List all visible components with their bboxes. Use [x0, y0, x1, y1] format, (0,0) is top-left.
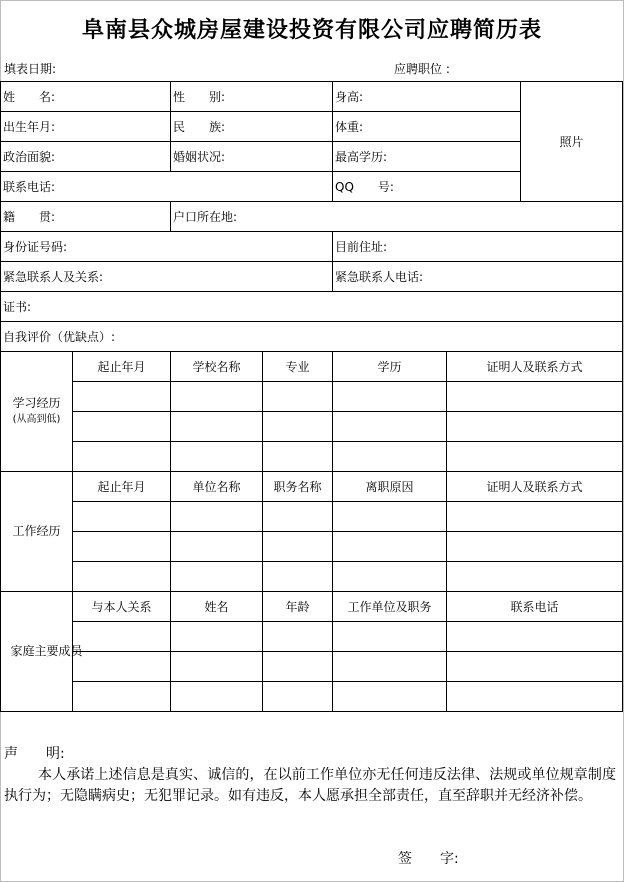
political-field[interactable]: 政治面貌:	[1, 142, 171, 172]
row-name	[1, 82, 623, 112]
row-native	[1, 202, 623, 232]
qq-field[interactable]: QQ 号:	[333, 172, 521, 202]
family-col-employer: 工作单位及职务	[333, 592, 447, 622]
height-field[interactable]: 身高:	[333, 82, 521, 112]
study-header-row	[1, 352, 623, 382]
signature-label[interactable]: 签 字:	[398, 851, 459, 867]
work-row	[1, 532, 623, 562]
marital-field[interactable]: 婚姻状况:	[171, 142, 333, 172]
family-col-name: 姓名	[171, 592, 263, 622]
family-row	[1, 682, 623, 712]
study-section-label	[1, 352, 73, 472]
work-row	[1, 562, 623, 592]
hukou-field[interactable]: 户口所在地:	[171, 202, 623, 232]
study-label: 学习经历	[12, 396, 61, 410]
row-emergency	[1, 262, 623, 292]
work-header-row	[1, 472, 623, 502]
emergency-contact-field[interactable]: 紧急联系人及关系:	[1, 262, 333, 292]
resume-form-table	[0, 81, 623, 712]
work-section-label: 工作经历	[1, 472, 73, 592]
declaration-text: 本人承诺上述信息是真实、诚信的，在以前工作单位亦无任何违反法律、法规或单位规章制度执行为；无隐瞒病史；无犯罪记录。如有违反，本人愿承担全部责任，直至辞职并无经济补偿。	[4, 767, 616, 804]
certificates-field[interactable]: 证书:	[1, 292, 623, 322]
declaration-block	[4, 744, 616, 807]
birth-field[interactable]: 出生年月:	[1, 112, 171, 142]
family-col-phone: 联系电话	[447, 592, 623, 622]
work-col-company: 单位名称	[171, 472, 263, 502]
form-title: 阜南县众城房屋建设投资有限公司应聘简历表	[81, 18, 542, 43]
family-header-row	[1, 592, 623, 622]
family-section-label	[1, 592, 83, 712]
family-col-relation: 与本人关系	[73, 592, 171, 622]
gender-field[interactable]: 性 别:	[171, 82, 333, 112]
photo-box[interactable]: 照片	[521, 82, 623, 202]
work-row	[1, 502, 623, 532]
family-row	[1, 622, 623, 652]
study-col-major: 专业	[263, 352, 333, 382]
ethnicity-field[interactable]: 民 族:	[171, 112, 333, 142]
education-field[interactable]: 最高学历:	[333, 142, 521, 172]
row-self-eval	[1, 322, 623, 352]
study-col-period: 起止年月	[73, 352, 171, 382]
work-col-period: 起止年月	[73, 472, 171, 502]
declaration-heading: 声 明:	[4, 746, 65, 762]
study-col-school: 学校名称	[171, 352, 263, 382]
study-row	[1, 382, 623, 412]
id-number-field[interactable]: 身份证号码:	[1, 232, 333, 262]
native-field[interactable]: 籍 贯:	[1, 202, 171, 232]
name-field[interactable]: 姓 名:	[1, 82, 171, 112]
work-col-title: 职务名称	[263, 472, 333, 502]
row-id	[1, 232, 623, 262]
family-row	[1, 652, 623, 682]
fill-date-label: 填表日期:	[4, 62, 57, 76]
work-col-reason: 离职原因	[333, 472, 447, 502]
work-col-reference: 证明人及联系方式	[447, 472, 623, 502]
row-certificates	[1, 292, 623, 322]
study-col-degree: 学历	[333, 352, 447, 382]
phone-field[interactable]: 联系电话:	[1, 172, 333, 202]
study-sublabel: (从高到低)	[12, 414, 61, 425]
address-field[interactable]: 目前住址:	[333, 232, 623, 262]
self-eval-field[interactable]: 自我评价（优缺点）:	[1, 322, 623, 352]
position-label: 应聘职位 :	[394, 62, 450, 76]
emergency-phone-field[interactable]: 紧急联系人电话:	[333, 262, 623, 292]
study-row	[1, 442, 623, 472]
family-col-age: 年龄	[263, 592, 333, 622]
study-row	[1, 412, 623, 442]
family-label: 家庭主要成员	[10, 644, 83, 658]
weight-field[interactable]: 体重:	[333, 112, 521, 142]
study-col-reference: 证明人及联系方式	[447, 352, 623, 382]
